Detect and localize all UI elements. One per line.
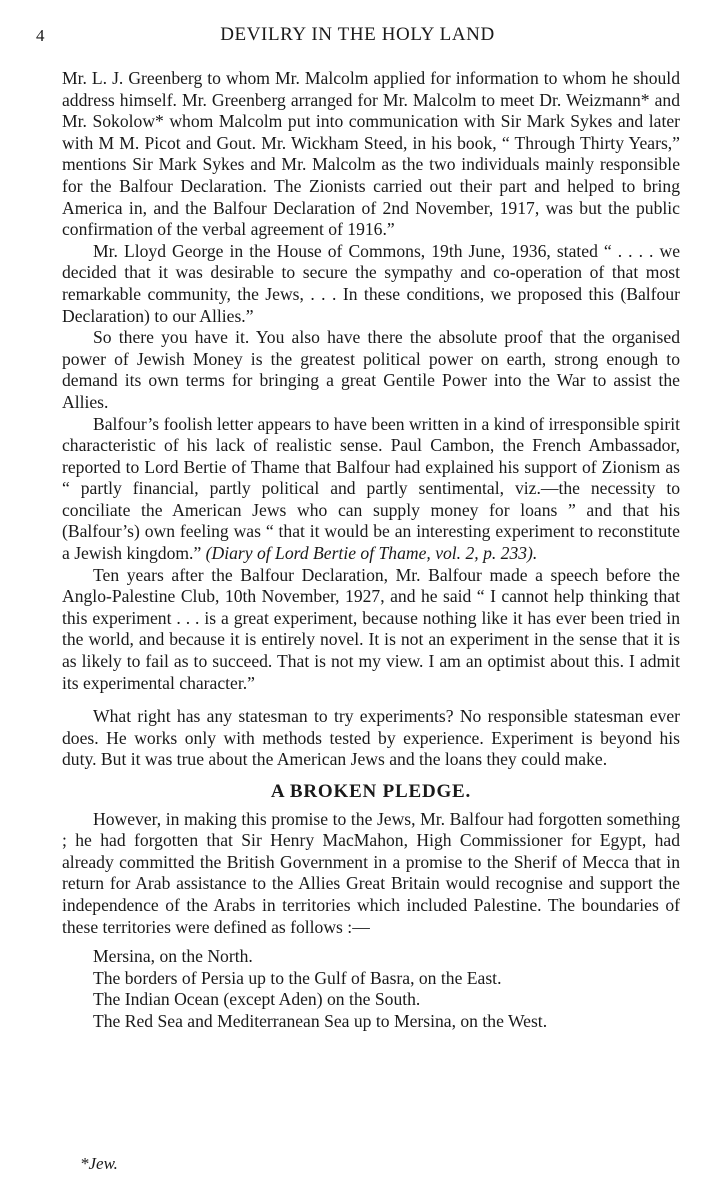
boundary-item: Mersina, on the North. [93, 946, 253, 967]
paragraph: Ten years after the Balfour Declaration, Mr. Balfour made a speech before the Anglo-Palestine Club, 10th November, 1927, and he said “ I cannot help thinking that this experiment . . . is a great experiment, because nothing like it has ever been tried in the world, and because it is entirely novel. It is not an experiment in the sense that it is as likely to fail as to succeed. That is not my view. I am an optimist about this. I admit its experimental character.” [62, 564, 680, 693]
citation: (Diary of Lord Bertie of Thame, vol. 2, p. 233). [205, 543, 538, 564]
running-title: DEVILRY IN THE HOLY LAND [220, 24, 495, 45]
boundary-item: The Indian Ocean (except Aden) on the South. [93, 989, 421, 1010]
boundaries-list [62, 946, 680, 1032]
paragraph: What right has any statesman to try experiments? No responsible statesman ever does. He works only with methods tested by experience. Experiment is beyond his duty. But it was true about the American Jews and the loans they could make. [62, 706, 680, 770]
paragraph: However, in making this promise to the Jews, Mr. Balfour had forgotten something ; he had forgotten that Sir Henry MacMahon, High Commissioner for Egypt, had already committed the British Government in a promise to the Sherif of Mecca that in return for Arab assistance to the Allies Great Britain would recognise and support the independence of the Arabs in territories which included Palestine. The boundaries of these territories were defined as follows :— [62, 808, 680, 937]
page-body [62, 68, 680, 1033]
paragraph-gap [62, 694, 680, 706]
footnote: *Jew. [80, 1154, 118, 1173]
paragraph: Mr. Lloyd George in the House of Commons, 19th June, 1936, stated “ . . . . we decided that it was desirable to secure the sympathy and co-operation of that most remarkable community, the Jews, . . . In these conditions, we proposed this (Balfour Declaration) to our Allies.” [62, 240, 680, 326]
page-number: 4 [36, 26, 46, 45]
paragraph-text: Balfour’s foolish letter appears to have been written in a kind of irresponsible spirit characteristic of his lack of realistic sense. Paul Cambon, the French Ambassador, reported to Lord Bertie of Thame that Balfour had explained his support of Zionism as “ partly financial, partly political and partly sentimental, viz.—the necessity to conciliate the American Jews who can supply money for loans ” and that his (Balfour’s) own feeling was “ that it would be an interesting experiment to reconstitute a Jewish kingdom.” [62, 413, 680, 564]
section-heading: A BROKEN PLEDGE. [270, 781, 472, 802]
boundary-item: The Red Sea and Mediterranean Sea up to Mersina, on the West. [93, 1010, 548, 1031]
paragraph [62, 414, 680, 565]
boundary-item: The borders of Persia up to the Gulf of Basra, on the East. [93, 967, 502, 988]
paragraph: Mr. L. J. Greenberg to whom Mr. Malcolm applied for information to whom he should address himself. Mr. Greenberg arranged for Mr. Malcolm to meet Dr. Weizmann* and Mr. Sokolow* whom Malcolm put into communication with Sir Mark Sykes and later with M M. Picot and Gout. Mr. Wickham Steed, in his book, “ Through Thirty Years,” mentions Sir Mark Sykes and Mr. Malcolm as the two individuals mainly responsible for the Balfour Declaration. The Zionists carried out their part and helped to bring America in, and the Balfour Declaration of 2nd November, 1917, was but the public confirmation of the verbal agreement of 1916.” [62, 68, 680, 240]
paragraph: So there you have it. You also have there the absolute proof that the organised power of Jewish Money is the greatest political power on earth, strong enough to demand its own terms for bringing a great Gentile Power into the War to assist the Allies. [62, 327, 680, 412]
page-header [36, 20, 679, 50]
